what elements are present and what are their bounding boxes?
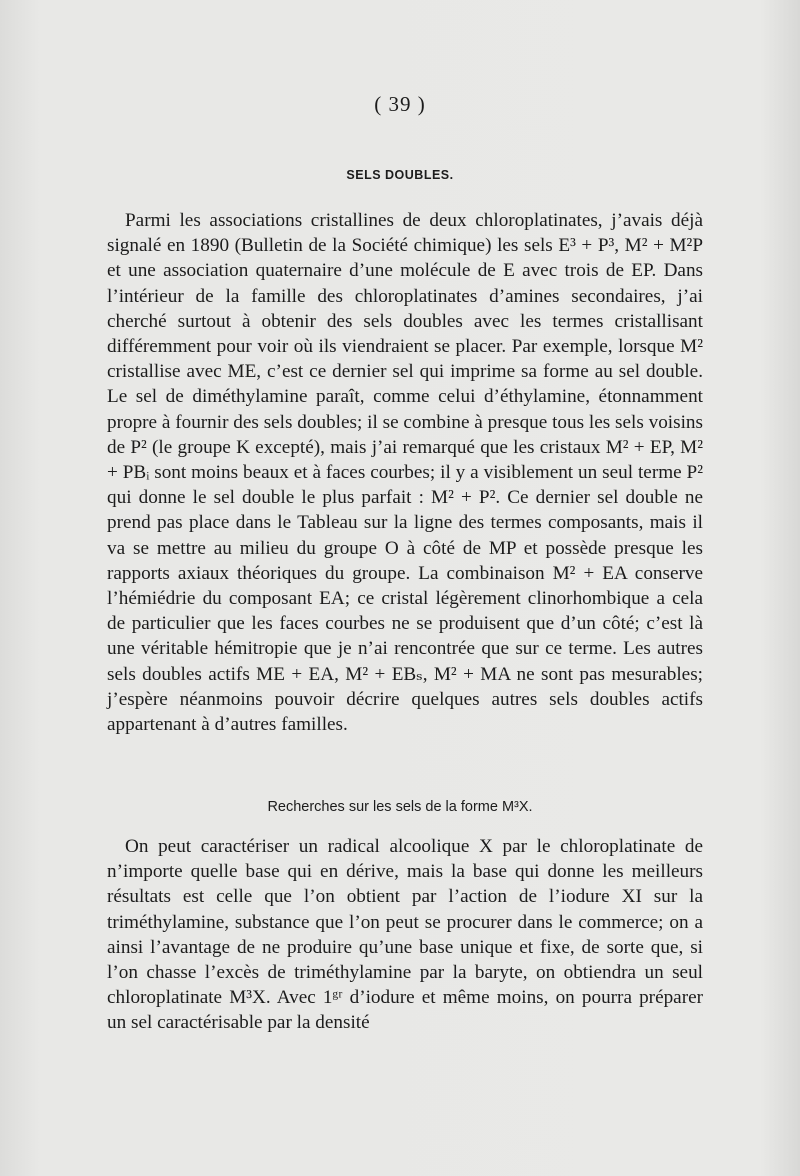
section-title: SELS DOUBLES.: [346, 168, 454, 182]
paragraph-sels-doubles: [107, 208, 703, 737]
paragraph-text: On peut caractériser un radical alcoolique X par le chloroplatinate de n’importe quelle base qui en dérive, mais la base qui donne les meilleurs résultats est celle que l’on obtient par l’action de l’iodure XI sur la triméthylamine, substance que l’on peut se procurer dans le commerce; on a ainsi l’avantage de ne produire qu’une base unique et fixe, de sorte que, si l’on chasse l’excès de triméthylamine par la baryte, on obtiendra un seul chloroplatinate M³X. Avec 1ᵍʳ d’iodure et même moins, on pourra préparer un sel caractérisable par la densité: [107, 836, 703, 1034]
section-heading-sels-m3x: Recherches sur les sels de la forme M³X.: [267, 799, 533, 815]
paragraph-recherches: [107, 834, 703, 1036]
page-number: ( 39 ): [374, 92, 426, 116]
show-through-ghost-top: [110, 130, 700, 153]
paragraph-text: Parmi les associations cristallines de deux chloroplatinates, j’avais déjà signalé en 1890 (Bulletin de la Société chimique) les sels E³ + P³, M² + M²P et une association quaternaire d’une molécule de E avec trois de EP. Dans l’intérieur de la famille des chloroplatinates d’amines secondaires, j’ai cherché surtout à obtenir des sels doubles avec les termes cristallisant différemment pour voir où ils viendraient se placer. Par exemple, lorsque M² cristallise avec ME, c’est ce dernier sel qui imprime sa forme au sel double. Le sel de diméthylamine paraît, comme celui d’éthylamine, étonnamment propre à fournir des sels doubles; il se combine à presque tous les sels voisins de P² (le groupe K excepté), mais j’ai remarqué que les cristaux M² + EP, M² + PBᵢ sont moins beaux et à faces courbes; il y a visiblement un seul terme P² qui donne le sel double le plus parfait : M² + P². Ce dernier sel double ne prend pas place dans le Tableau sur la ligne des termes composants, mais il va se mettre au milieu du groupe O à côté de MP et possède presque les rapports axiaux théoriques du groupe. La combinaison M² + EA conserve l’hémiédrie du composant EA; ce cristal légèrement clinorhombique a cela de particulier que les faces courbes ne se produisent que d’un côté; c’est là une véritable hémitropie que je n’ai rencontrée que sur ce terme. Les autres sels doubles actifs ME + EA, M² + EBₛ, M² + MA ne sont pas mesurables; j’espère néanmoins pouvoir décrire quelques autres sels doubles actifs appartenant à d’autres familles.: [107, 210, 703, 736]
